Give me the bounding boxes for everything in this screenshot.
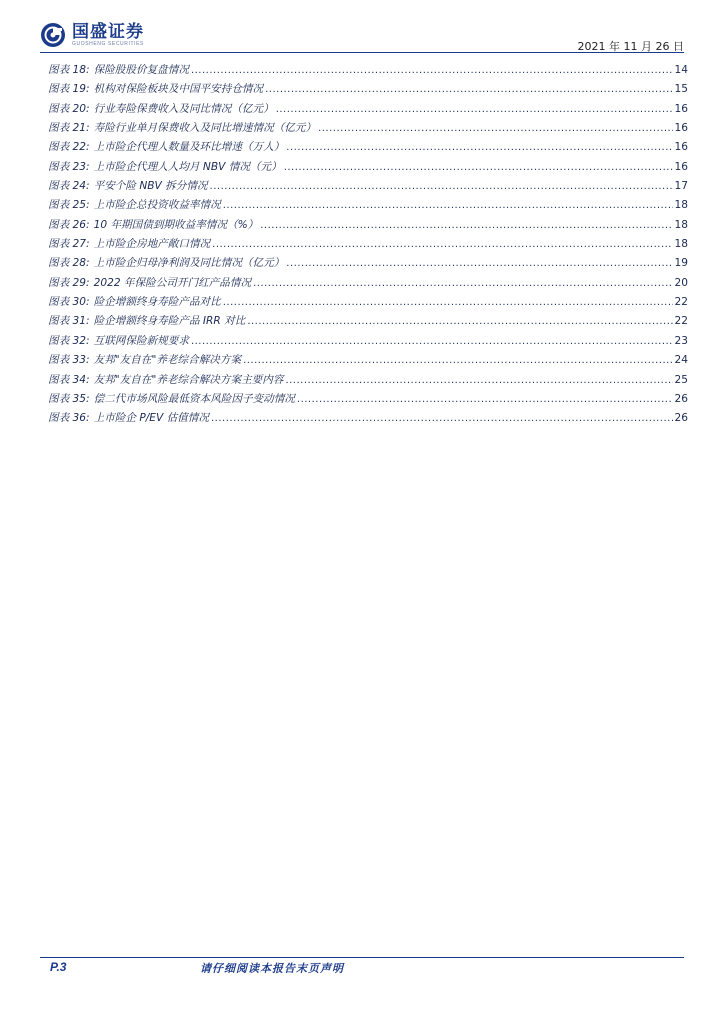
toc-entry-number: 图表 20:: [48, 102, 90, 115]
toc-leader-dots: [265, 84, 672, 95]
toc-entry-number: 图表 25:: [48, 199, 90, 212]
toc-entry[interactable]: [48, 217, 688, 236]
toc-entry-page: 14: [674, 64, 688, 76]
figure-index-list: [48, 62, 688, 430]
toc-entry-title: 友邦"友自在"养老综合解决方案主要内容: [93, 373, 284, 386]
toc-entry-title: 机构对保险板块及中国平安持仓情况: [93, 83, 264, 96]
toc-leader-dots: [253, 278, 672, 289]
toc-entry-number: 图表 31:: [48, 315, 90, 328]
toc-entry-label: [48, 217, 258, 232]
toc-entry[interactable]: [48, 101, 688, 120]
toc-entry-title: 友邦"友自在"养老综合解决方案: [93, 354, 242, 367]
toc-entry-label: [48, 139, 284, 154]
toc-entry-title: 平安个险 NBV 拆分情况: [93, 180, 208, 193]
toc-entry[interactable]: [48, 372, 688, 391]
toc-entry-number: 图表 34:: [48, 373, 90, 386]
toc-leader-dots: [191, 336, 673, 347]
toc-entry[interactable]: [48, 410, 688, 429]
toc-entry[interactable]: [48, 139, 688, 158]
toc-entry-title: 10 年期国债到期收益率情况（%）: [93, 218, 259, 231]
toc-entry-number: 图表 26:: [48, 218, 90, 231]
toc-entry-number: 图表 22:: [48, 141, 90, 154]
toc-leader-dots: [191, 65, 673, 76]
toc-leader-dots: [212, 239, 672, 250]
toc-leader-dots: [211, 413, 673, 424]
toc-entry[interactable]: [48, 255, 688, 274]
toc-entry-page: 26: [674, 412, 688, 425]
toc-entry-page: 22: [674, 296, 688, 309]
toc-leader-dots: [285, 375, 672, 386]
toc-entry-number: 图表 21:: [48, 122, 90, 135]
toc-entry[interactable]: [48, 391, 688, 410]
toc-entry-label: [48, 120, 316, 135]
brand-logo: [40, 22, 144, 48]
toc-leader-dots: [276, 104, 673, 115]
brand-name-cn: 国盛证券: [72, 21, 144, 42]
toc-entry-label: [48, 275, 251, 290]
toc-entry-title: 上市险企房地产敞口情况: [93, 238, 211, 251]
toc-entry-title: 上市险企代理人人均月 NBV 情况（元）: [93, 160, 282, 173]
toc-entry-page: 20: [674, 276, 688, 289]
toc-leader-dots: [286, 258, 672, 269]
toc-entry-label: [48, 178, 208, 193]
footer-divider: [40, 957, 684, 958]
toc-entry-title: 保险股股价复盘情况: [93, 64, 189, 76]
toc-entry-page: 18: [674, 238, 688, 251]
report-date: 2021 年 11 月 26 日: [577, 40, 684, 53]
toc-entry-page: 16: [674, 160, 688, 173]
toc-entry-number: 图表 30:: [48, 296, 90, 309]
toc-entry-number: 图表 19:: [48, 83, 90, 96]
toc-entry-label: [48, 352, 241, 367]
toc-entry-page: 16: [674, 141, 688, 154]
toc-entry-title: 行业寿险保费收入及同比情况（亿元）: [93, 102, 274, 115]
toc-entry-page: 17: [674, 180, 688, 193]
toc-entry[interactable]: [48, 294, 688, 313]
toc-leader-dots: [286, 142, 672, 153]
toc-entry-label: [48, 236, 210, 251]
toc-entry-page: 18: [674, 199, 688, 212]
toc-entry-label: [48, 391, 295, 406]
toc-entry-page: 24: [674, 354, 688, 367]
toc-leader-dots: [223, 297, 673, 308]
toc-entry-number: 图表 24:: [48, 180, 90, 193]
toc-entry-page: 15: [674, 83, 688, 96]
toc-entry[interactable]: [48, 352, 688, 371]
toc-entry[interactable]: [48, 62, 688, 81]
toc-entry-title: 2022 年保险公司开门红产品情况: [93, 276, 252, 289]
toc-leader-dots: [247, 316, 672, 327]
toc-entry-title: 互联网保险新规要求: [93, 334, 189, 347]
toc-entry-label: [48, 410, 209, 425]
toc-entry-number: 图表 35:: [48, 392, 90, 405]
toc-entry-label: [48, 333, 189, 348]
toc-leader-dots: [223, 200, 673, 211]
toc-entry[interactable]: [48, 236, 688, 255]
toc-entry-title: 上市险企 P/EV 估值情况: [93, 412, 209, 425]
toc-entry[interactable]: [48, 120, 688, 139]
toc-entry-number: 图表 27:: [48, 238, 90, 251]
page-header: [0, 0, 724, 52]
toc-entry-label: [48, 81, 263, 96]
toc-entry-label: [48, 159, 282, 174]
toc-entry[interactable]: [48, 159, 688, 178]
toc-entry[interactable]: [48, 197, 688, 216]
toc-entry-title: 险企增额终身寿险产品对比: [93, 296, 221, 309]
toc-entry-label: [48, 197, 221, 212]
toc-entry-label: [48, 255, 284, 270]
toc-entry-title: 偿二代市场风险最低资本风险因子变动情况: [93, 392, 295, 405]
toc-entry-page: 16: [674, 102, 688, 115]
toc-entry-page: 18: [674, 218, 688, 231]
toc-entry-number: 图表 28:: [48, 257, 90, 270]
toc-entry-label: [48, 294, 221, 309]
brand-name-en: GUOSHENG SECURITIES: [72, 40, 144, 47]
toc-entry[interactable]: [48, 333, 688, 352]
toc-entry[interactable]: [48, 275, 688, 294]
toc-entry-page: 25: [674, 373, 688, 386]
toc-entry-number: 图表 32:: [48, 334, 90, 347]
toc-entry-number: 图表 36:: [48, 412, 90, 425]
toc-entry-title: 上市险企总投资收益率情况: [93, 199, 221, 212]
toc-entry-number: 图表 18:: [48, 64, 90, 76]
guosheng-logo-icon: [40, 22, 66, 48]
toc-entry-page: 26: [674, 392, 688, 405]
toc-entry-title: 上市险企代理人数量及环比增速（万人）: [93, 141, 285, 154]
header-divider: [40, 52, 684, 53]
toc-entry-number: 图表 23:: [48, 160, 90, 173]
toc-entry-page: 16: [674, 122, 688, 135]
toc-entry-number: 图表 33:: [48, 354, 90, 367]
toc-entry-number: 图表 29:: [48, 276, 90, 289]
disclaimer-text: 请仔细阅读本报告末页声明: [200, 962, 344, 975]
toc-entry-title: 险企增额终身寿险产品 IRR 对比: [93, 315, 246, 328]
toc-leader-dots: [297, 394, 673, 405]
toc-leader-dots: [243, 355, 672, 366]
toc-entry-label: [48, 101, 274, 116]
toc-leader-dots: [318, 123, 672, 134]
toc-entry-title: 寿险行业单月保费收入及同比增速情况（亿元）: [93, 122, 317, 135]
toc-entry[interactable]: [48, 81, 688, 100]
toc-entry-label: [48, 313, 245, 328]
toc-entry-page: 19: [674, 257, 688, 270]
toc-entry-page: 22: [674, 315, 688, 328]
toc-entry-label: [48, 62, 189, 77]
toc-leader-dots: [260, 220, 672, 231]
toc-leader-dots: [284, 162, 673, 173]
toc-leader-dots: [210, 181, 673, 192]
toc-entry-label: [48, 372, 283, 387]
page-number: P.3: [50, 960, 67, 974]
toc-entry-title: 上市险企归母净利润及同比情况（亿元）: [93, 257, 285, 270]
toc-entry-page: 23: [674, 334, 688, 347]
toc-entry[interactable]: [48, 313, 688, 332]
toc-entry[interactable]: [48, 178, 688, 197]
